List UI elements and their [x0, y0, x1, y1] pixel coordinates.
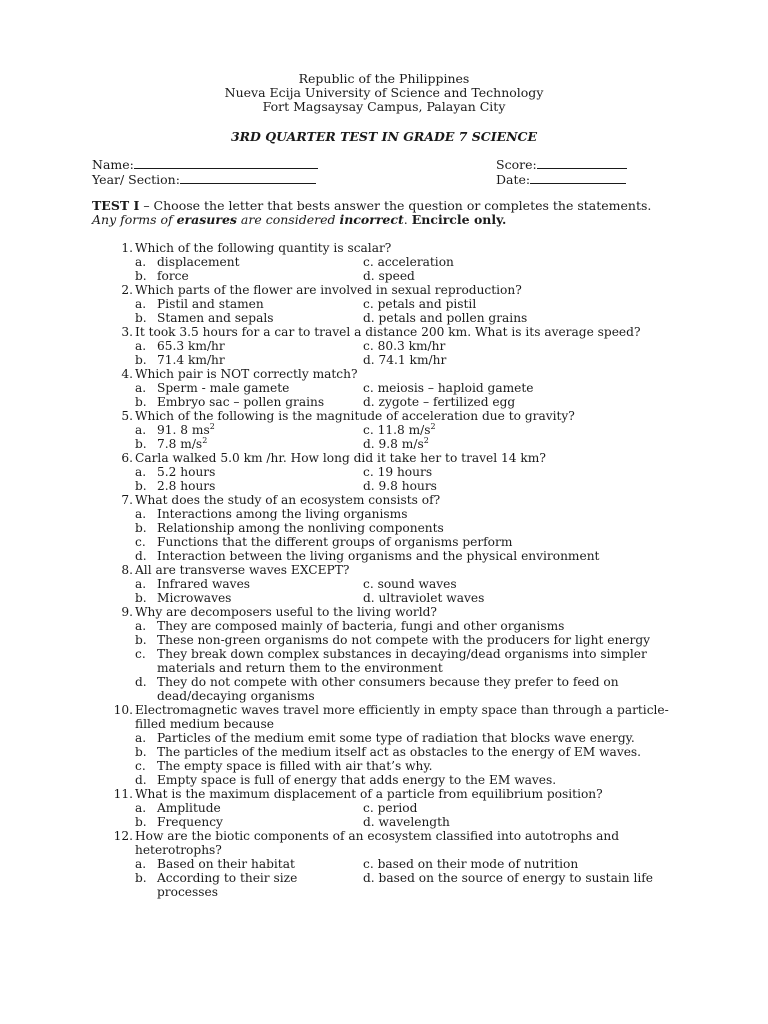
option-a[interactable]: a. Amplitude — [135, 801, 221, 815]
question-stem: Which of the following quantity is scalar? — [135, 241, 392, 255]
option-a[interactable]: a. They are composed mainly of bacteria, fungi and other organisms — [135, 619, 565, 633]
option-a[interactable]: a. Pistil and stamen — [135, 297, 264, 311]
option-d[interactable]: d. based on the source of energy to sustain life — [363, 871, 653, 885]
option-c[interactable]: c. Functions that the different groups of organisms perform — [135, 535, 513, 549]
date-field — [496, 172, 626, 187]
question-1: 1. Which of the following quantity is scalar? a. displacement c. acceleration b. force d. speed — [121, 241, 454, 283]
option-d[interactable]: d. 74.1 km/hr — [363, 353, 447, 367]
question-stem: All are transverse waves EXCEPT? — [135, 563, 350, 577]
option-c[interactable]: c. 19 hours — [363, 465, 433, 479]
option-a[interactable]: a. Particles of the medium emit some type of radiation that blocks wave energy. — [135, 731, 635, 745]
question-stem: Electromagnetic waves travel more efficiently in empty space than through a particle- — [135, 703, 669, 717]
question-stem: It took 3.5 hours for a car to travel a distance 200 km. What is its average speed? — [135, 325, 641, 339]
option-c[interactable]: c. 11.8 $m/s^2$ — [363, 421, 436, 437]
year-section-blank[interactable] — [180, 172, 316, 184]
option-b[interactable]: b. 2.8 hours — [135, 479, 216, 493]
option-a[interactable]: a. Infrared waves — [135, 577, 251, 591]
option-b[interactable]: b. 71.4 km/hr — [135, 353, 225, 367]
score-label: Score: — [496, 157, 537, 172]
option-a[interactable]: a. 65.3 km/hr — [135, 339, 225, 353]
header-line-2: Nueva Ecija University of Science and Technology — [224, 85, 544, 100]
year-section-label: Year/ Section: — [92, 172, 180, 187]
question-list — [113, 241, 673, 899]
question-8: 8. All are transverse waves EXCEPT? a. Infrared waves c. sound waves b. Microwaves d. ultraviolet waves — [121, 563, 485, 605]
question-stem: Which pair is NOT correctly match? — [135, 367, 358, 381]
option-b[interactable]: b. Embryo sac – pollen grains — [135, 395, 325, 409]
test-instructions: TEST I – Choose the letter that bests answer the question or completes the statements. Any forms of erasures are considered incorrect. Encircle only. — [92, 198, 652, 227]
question-stem: What is the maximum displacement of a particle from equilibrium position? — [135, 787, 603, 801]
option-d[interactable]: d. wavelength — [363, 815, 450, 829]
option-b[interactable]: b. Relationship among the nonliving components — [135, 521, 444, 535]
option-c[interactable]: c. 80.3 km/hr — [363, 339, 446, 353]
option-b[interactable]: b. These non-green organisms do not compete with the producers for light energy — [135, 633, 651, 647]
option-d[interactable]: d. zygote – fertilized egg — [363, 395, 516, 409]
question-3: 3. It took 3.5 hours for a car to travel a distance 200 km. What is its average speed? a. 65.3 km/hr c. 80.3 km/hr b. 71.4 km/hr d. 74.1 km/hr — [121, 325, 641, 367]
date-label: Date: — [496, 172, 531, 187]
option-a[interactable]: a. 5.2 hours — [135, 465, 216, 479]
option-b[interactable]: b. Microwaves — [135, 591, 232, 605]
option-d[interactable]: d. speed — [363, 269, 415, 283]
question-9: 9. Why are decomposers useful to the living world? a. They are composed mainly of bacteria, fungi and other organisms b. These non-green organisms do not compete with the producers for light energy c. They break down complex substances in decaying/dead organisms into simpler materials and return them to the environment d. They do not compete with other consumers because they prefer to feed on dead/decaying organisms — [113, 605, 673, 703]
option-c[interactable]: c. sound waves — [363, 577, 457, 591]
option-c[interactable]: c. meiosis – haploid gamete — [363, 381, 534, 395]
question-12: 12. How are the biotic components of an ecosystem classified into autotrophs and heterotrophs? a. Based on their habitat c. based on their mode of nutrition b. According to their size processes d. based on the source of energy to sustain life — [113, 829, 653, 899]
header-line-3: Fort Magsaysay Campus, Palayan City — [262, 99, 506, 114]
question-4: 4. Which pair is NOT correctly match? a. Sperm - male gamete c. meiosis – haploid gamete b. Embryo sac – pollen grains d. zygote – fertilized egg — [121, 367, 534, 409]
option-d[interactable]: d. petals and pollen grains — [363, 311, 528, 325]
question-2: 2. Which parts of the flower are involved in sexual reproduction? a. Pistil and stamen c. petals and pistil b. Stamen and sepals d. petals and pollen grains — [121, 283, 528, 325]
option-c[interactable]: c. period — [363, 801, 418, 815]
score-field — [496, 157, 627, 172]
score-blank[interactable] — [537, 157, 627, 169]
option-b[interactable]: b. force — [135, 269, 189, 283]
question-stem: Which parts of the flower are involved in sexual reproduction? — [135, 283, 522, 297]
option-d[interactable]: d. Empty space is full of energy that adds energy to the EM waves. — [135, 773, 557, 787]
name-field — [92, 157, 318, 172]
question-stem: Carla walked 5.0 km /hr. How long did it take her to travel 14 km? — [135, 451, 546, 465]
question-11: 11. What is the maximum displacement of a particle from equilibrium position? a. Amplitude c. period b. Frequency d. wavelength — [113, 787, 603, 829]
option-a[interactable]: a. Sperm - male gamete — [135, 381, 290, 395]
option-a[interactable]: a. displacement — [135, 255, 240, 269]
option-b[interactable]: b. Stamen and sepals — [135, 311, 274, 325]
document-header — [0, 72, 768, 114]
option-a[interactable]: a. Interactions among the living organisms — [135, 507, 408, 521]
question-5: 5. Which of the following is the magnitude of acceleration due to gravity? a. 91. 8 $ms^2$ c. 11.8 $m/s^2$ b. 7.8 $m/s^2$ d. 9.8 $m/s^2$ — [121, 409, 575, 451]
question-7: 7. What does the study of an ecosystem consists of? a. Interactions among the living organisms b. Relationship among the nonliving components c. Functions that the different groups of organisms perform d. Interaction between the living organisms and the physical environment — [113, 493, 673, 563]
option-d[interactable]: d. Interaction between the living organisms and the physical environment — [135, 549, 600, 563]
test-label: TEST I — [92, 198, 140, 213]
option-d[interactable]: d. 9.8 hours — [363, 479, 437, 493]
option-c[interactable]: c. acceleration — [363, 255, 454, 269]
option-c[interactable]: c. They break down complex substances in decaying/dead organisms into simpler materials and return them to the environment — [135, 647, 647, 675]
option-b[interactable]: b. The particles of the medium itself act as obstacles to the energy of EM waves. — [135, 745, 642, 759]
name-label: Name: — [92, 157, 134, 172]
option-d[interactable]: d. They do not compete with other consumers because they prefer to feed on dead/decaying organisms — [135, 675, 619, 703]
question-stem: How are the biotic components of an ecosystem classified into autotrophs and — [135, 829, 620, 843]
option-d[interactable]: d. 9.8 $m/s^2$ — [363, 435, 429, 451]
option-c[interactable]: c. based on their mode of nutrition — [363, 857, 579, 871]
option-d[interactable]: d. ultraviolet waves — [363, 591, 485, 605]
question-6: 6. Carla walked 5.0 km /hr. How long did it take her to travel 14 km? a. 5.2 hours c. 19 hours b. 2.8 hours d. 9.8 hours — [121, 451, 546, 493]
test-title: 3RD QUARTER TEST IN GRADE 7 SCIENCE — [230, 129, 538, 144]
question-10: 10. Electromagnetic waves travel more efficiently in empty space than through a particle- filled medium because a. Particles of the medium emit some type of radiation that blocks wave energy. b. The particles of the medium itself act as obstacles to the energy of EM waves. c. The empty space is filled with air that’s why. d. Empty space is full of energy that adds energy to the EM waves. — [113, 703, 673, 787]
option-a[interactable]: a. 91. 8 $ms^2$ — [135, 421, 215, 437]
year-section-field — [92, 172, 316, 187]
option-b[interactable]: b. Frequency — [135, 815, 223, 829]
option-a[interactable]: a. Based on their habitat — [135, 857, 295, 871]
date-blank[interactable] — [530, 172, 626, 184]
question-stem: What does the study of an ecosystem consists of? — [135, 493, 441, 507]
question-stem: Which of the following is the magnitude of acceleration due to gravity? — [135, 409, 575, 423]
option-c[interactable]: c. The empty space is filled with air that’s why. — [135, 759, 433, 773]
name-blank[interactable] — [134, 157, 318, 169]
option-c[interactable]: c. petals and pistil — [363, 297, 477, 311]
question-stem: Why are decomposers useful to the living world? — [135, 605, 437, 619]
option-b[interactable]: b. 7.8 $m/s^2$ — [135, 435, 208, 451]
header-line-1: Republic of the Philippines — [298, 71, 470, 86]
option-b[interactable]: b. According to their size processes — [135, 871, 298, 899]
